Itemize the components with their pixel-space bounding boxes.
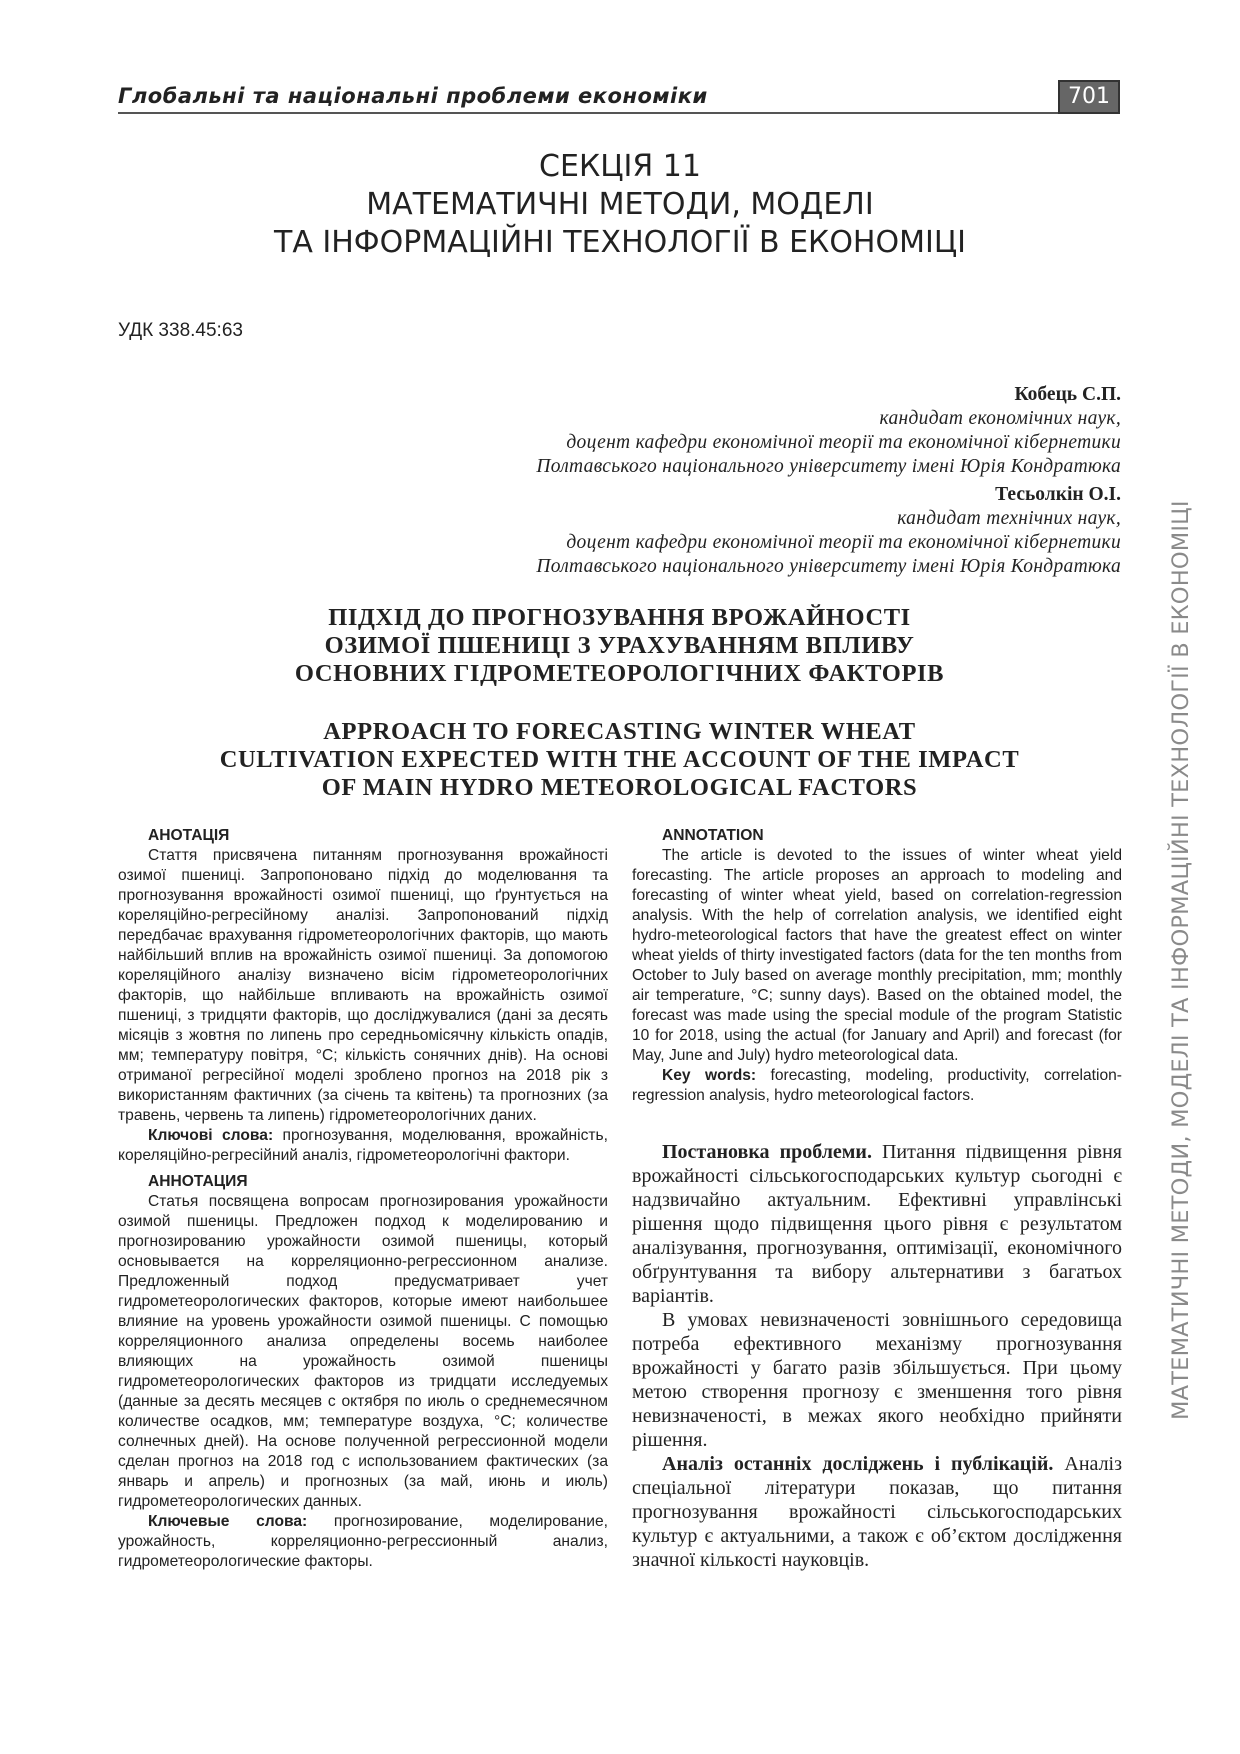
udk-code: УДК 338.45:63	[118, 320, 243, 341]
running-header-journal-title: Глобальні та національні проблеми економіки	[118, 84, 708, 108]
author-position: доцент кафедри економічної теорії та економічної кібернетики	[566, 532, 1121, 553]
author-position: доцент кафедри економічної теорії та економічної кібернетики	[566, 432, 1121, 453]
body-paragraph: В умовах невизначеності зовнішнього середовища потреба ефективного механізму прогнозування врожайності у багато разів збільшується. При цьому метою створення прогнозу є зменшення того рівня невизначеності, в межах якого необхідно прийняти рішення.	[632, 1309, 1122, 1451]
keywords-en-label: Key words:	[662, 1067, 757, 1084]
authors-block	[221, 383, 1121, 579]
keywords-ru	[118, 1512, 608, 1572]
side-section-label: МАТЕМАТИЧНІ МЕТОДИ, МОДЕЛІ ТА ІНФОРМАЦІЙНІ ТЕХНОЛОГІЇ В ЕКОНОМІЦІ	[1168, 500, 1194, 1420]
right-column	[632, 826, 1122, 1106]
abstract-en-text: The article is devoted to the issues of winter wheat yield forecasting. The article proposes an approach to modeling and forecasting of winter wheat yield, based on correlation-regression analysis. With the help of correlation analysis, we identified eight hydro-meteorological factors that have the greatest effect on winter wheat yields of thirty investigated factors (data for the ten months from October to July based on average monthly precipitation, mm; monthly air temperature, °C; sunny days). Based on the obtained model, the forecast was made using the special module of the program Statistic 10 for 2018, using the actual (for January and April) and forecast (for May, June and July) hydro meteorological data.	[632, 847, 1122, 1064]
article-body	[632, 1140, 1122, 1572]
author-affiliation: Полтавського національного університету імені Юрія Кондратюка	[536, 556, 1121, 577]
literature-review-lead: Аналіз останніх досліджень і публікацій.	[662, 1453, 1054, 1475]
keywords-en	[632, 1066, 1122, 1106]
title-en-line: CULTIVATION EXPECTED WITH THE ACCOUNT OF THE IMPACT	[219, 746, 1020, 773]
keywords-ua-text: прогнозування, моделювання, врожайність, кореляційно-регресійний аналіз, гідрометеорологічні фактори.	[118, 1127, 608, 1164]
keywords-ua	[118, 1126, 608, 1166]
problem-statement-lead: Постановка проблеми.	[662, 1141, 872, 1163]
keywords-ru-label: Ключевые слова:	[148, 1513, 308, 1530]
article-title-ua	[118, 604, 1121, 688]
section-number: СЕКЦІЯ 11	[539, 149, 701, 184]
author-degree: кандидат технічних наук,	[897, 508, 1121, 529]
abstract-en-heading: ANNOTATION	[662, 827, 764, 844]
abstract-ru-heading: АННОТАЦИЯ	[148, 1173, 248, 1190]
literature-review-text: Аналіз спеціальної літератури показав, що питання прогнозування врожайності сільськогосподарських культур є актуальними, а також є об’єктом дослідження значної кількості науковців.	[632, 1453, 1123, 1571]
section-heading	[160, 148, 1080, 262]
title-en-line: APPROACH TO FORECASTING WINTER WHEAT	[323, 718, 916, 745]
title-ua-line: ОЗИМОЇ ПШЕНИЦІ З УРАХУВАННЯМ ВПЛИВУ	[324, 632, 915, 659]
keywords-ru-text: прогнозирование, моделирование, урожайность, корреляционно-регрессионный анализ, гидрометеорологические факторы.	[118, 1513, 608, 1570]
problem-statement-text: Питання підвищення рівня врожайності сільськогосподарських культур сьогодні є надзвичайно актуальним. Ефективні управлінські рішення щодо підвищення цього рівня є результатом аналізування, прогнозування, оптимізації, економічного обґрунтування та вибору альтернативи з багатьох варіантів.	[632, 1141, 1122, 1307]
abstract-ua-heading: АНОТАЦІЯ	[148, 827, 230, 844]
body-paragraph	[632, 1140, 1122, 1308]
author-name: Кобець С.П.	[1014, 384, 1121, 405]
author-degree: кандидат економічних наук,	[879, 408, 1121, 429]
page-number: 701	[1058, 80, 1120, 114]
author-name: Тесьолкін О.І.	[995, 484, 1121, 505]
section-title-line2: ТА ІНФОРМАЦІЙНІ ТЕХНОЛОГІЇ В ЕКОНОМІЦІ	[274, 225, 966, 260]
section-title-line1: МАТЕМАТИЧНІ МЕТОДИ, МОДЕЛІ	[366, 187, 874, 222]
body-paragraph	[632, 1452, 1122, 1572]
title-ua-line: ПІДХІД ДО ПРОГНОЗУВАННЯ ВРОЖАЙНОСТІ	[328, 604, 911, 631]
header-rule	[118, 112, 1058, 114]
abstract-ru-text: Статья посвящена вопросам прогнозирования урожайности озимой пшеницы. Предложен подход к моделированию и прогнозированию урожайности озимой пшеницы, который основывается на корреляционно-регрессионном анализе. Предложенный подход предусматривает учет гидрометеорологических факторов, которые имеют наибольшее влияние на уровень урожайности озимой пшеницы. С помощью корреляционного анализа определены восемь наиболее влияющих на урожайность озимой пшеницы гидрометеорологических факторов из тридцати исследуемых (данные за десять месяцев с октября по июль о среднемесячном количестве осадков, мм; температуре воздуха, °С; количестве солнечных дней). На основе полученной регрессионной модели сделан прогноз на 2018 год с использованием фактических (за январь и апрель) и прогнозных (за май, июнь и июль) гидрометеорологических данных.	[118, 1193, 608, 1510]
title-ua-line: ОСНОВНИХ ГІДРОМЕТЕОРОЛОГІЧНИХ ФАКТОРІВ	[294, 660, 945, 687]
author-affiliation: Полтавського національного університету імені Юрія Кондратюка	[536, 456, 1121, 477]
left-column	[118, 826, 608, 1572]
abstract-ua-text: Стаття присвячена питанням прогнозування врожайності озимої пшениці. Запропоновано підхід до моделювання та прогнозування врожайності озимої пшениці, що ґрунтується на кореляційно-регресійному аналізі. Запропонований підхід передбачає врахування гідрометеорологічних факторів, що мають найбільший вплив на врожайність озимої пшениці. За допомогою кореляційного аналізу визначено вісім гідрометеорологічних факторів, що найбільше впливають на врожайність озимої пшениці, з тридцяти факторів, що досліджувалися (дані за десять місяців з жовтня по липень про середньомісячну кількість опадів, мм; температуру повітря, °С; кількість сонячних днів). На основі отриманої регресійної моделі зроблено прогноз на 2018 рік з використанням фактичних (за січень та квітень) та прогнозних (за травень, червень та липень) гідрометеорологічних даних.	[118, 847, 608, 1124]
keywords-en-text: forecasting, modeling, productivity, correlation-regression analysis, hydro meteorological factors.	[632, 1067, 1122, 1104]
article-title-en	[118, 718, 1121, 802]
title-en-line: OF MAIN HYDRO METEOROLOGICAL FACTORS	[321, 774, 918, 801]
keywords-ua-label: Ключові слова:	[148, 1127, 274, 1144]
